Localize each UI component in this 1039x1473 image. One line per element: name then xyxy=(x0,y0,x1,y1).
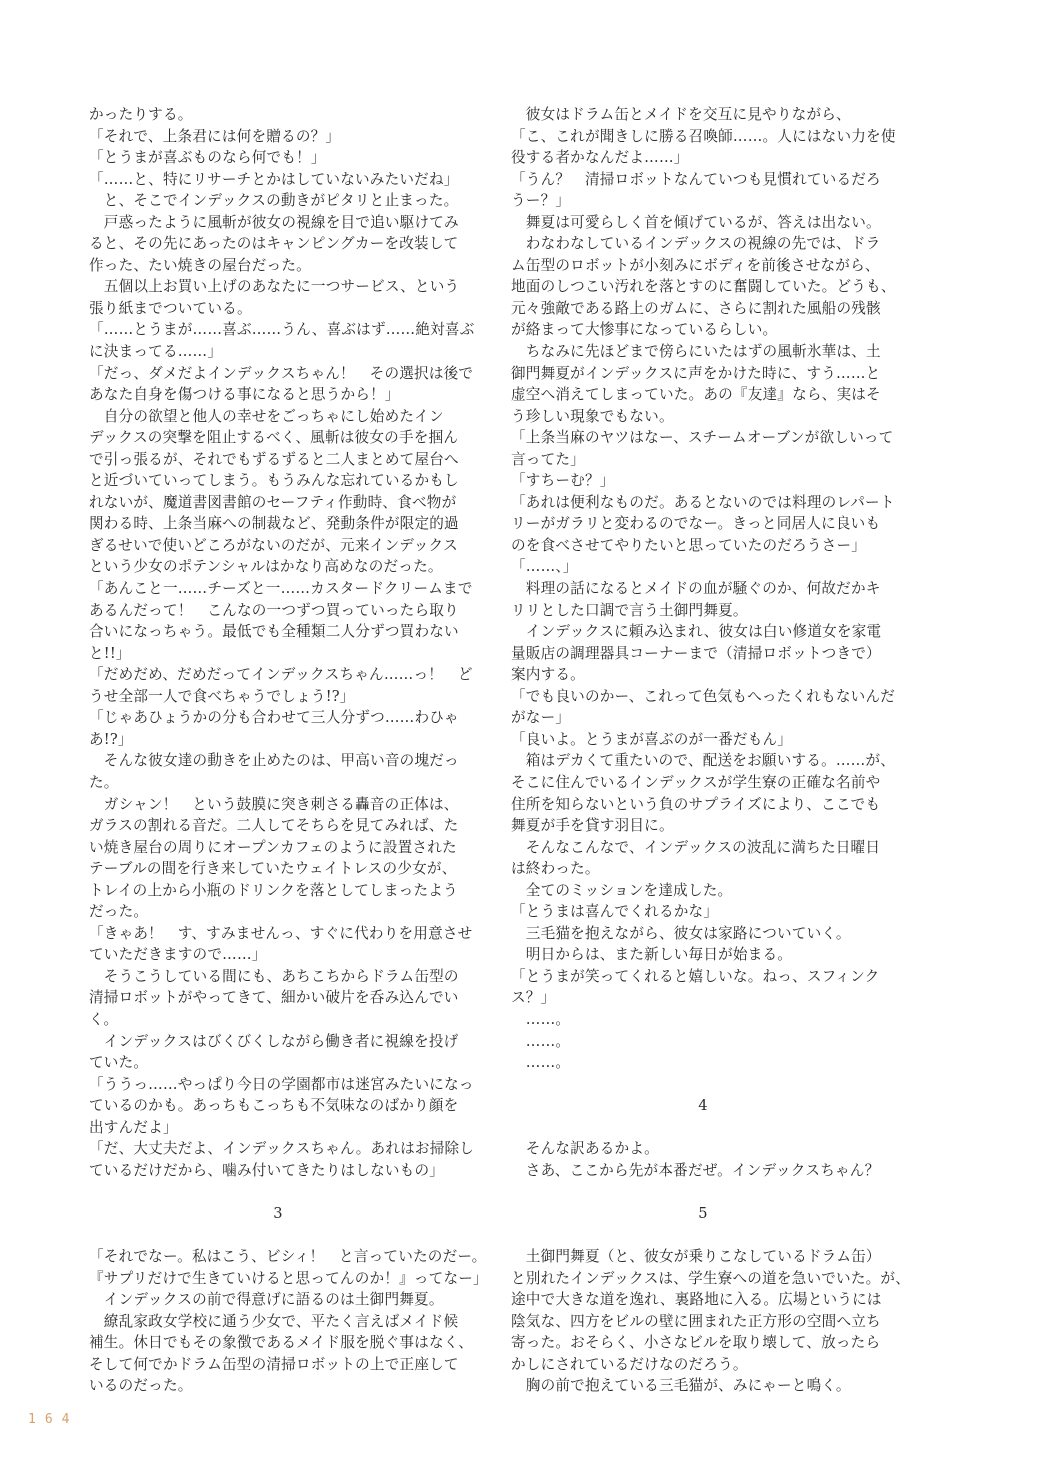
text-line: 「とうまが喜ぶものなら何でも！」 xyxy=(89,149,326,167)
text-line: のを食べさせてやりたいと思っていたのだろうさー」 xyxy=(511,536,867,554)
text-line: かしにされているだけなのだろう。 xyxy=(511,1355,748,1373)
text-line: 「だ、大丈夫だよ、インデックスちゃん。あれはお掃除し xyxy=(89,1140,475,1158)
text-line: そんな彼女達の動きを止めたのは、甲高い音の塊だっ xyxy=(89,752,459,770)
text-line: 全てのミッションを達成した。 xyxy=(511,881,733,899)
text-line: 元々強敵である路上のガムに、さらに割れた風船の残骸 xyxy=(511,299,881,317)
text-line: デックスの突撃を阻止するべく、風斬は彼女の手を掴ん xyxy=(89,429,459,447)
text-line: インデックスの前で得意げに語るのは土御門舞夏。 xyxy=(89,1291,444,1309)
text-line: は終わった。 xyxy=(511,860,600,878)
text-line: 三毛猫を抱えながら、彼女は家路についていく。 xyxy=(511,924,851,942)
text-line: れないが、魔道書図書館のセーフティ作動時、食べ物が xyxy=(89,493,457,511)
text-line: うせ全部一人で食べちゃうでしょう!?」 xyxy=(89,687,355,705)
text-line: 「あれは便利なものだ。あるとないのでは料理のレパート xyxy=(511,493,895,511)
text-line: 「だっ、ダメだよインデックスちゃん！ その選択は後で xyxy=(89,364,474,382)
text-line: 「とうまが笑ってくれると嬉しいな。ねっ、スフィンク xyxy=(511,967,880,985)
text-line: 舞夏は可愛らしく首を傾げているが、答えは出ない。 xyxy=(511,213,881,231)
text-line: 合いになっちゃう。最低でも全種類二人分ずつ買わない xyxy=(89,623,459,641)
text-line: ていた。 xyxy=(89,1054,149,1072)
text-line: だった。 xyxy=(89,903,149,921)
text-line: 量販店の調理器具コーナーまで（清掃ロボットつきで） xyxy=(511,644,881,662)
text-line: 五個以上お買い上げのあなたに一つサービス、という xyxy=(89,278,460,296)
text-line: い焼き屋台の周りにオープンカフェのように設置された xyxy=(89,838,457,856)
blank-line xyxy=(511,1117,895,1139)
blank-line xyxy=(511,1074,895,1096)
text-line: いるのだった。 xyxy=(89,1377,193,1395)
text-line: 「あんこと一……チーズと一……カスタードクリームまで xyxy=(89,580,473,598)
text-line: ると、その先にあったのはキャンピングカーを改装して xyxy=(89,235,459,253)
text-line: 言ってた」 xyxy=(511,450,585,468)
text-line: 「だめだめ、だめだってインデックスちゃん……っ！ ど xyxy=(89,666,473,684)
text-line: が絡まって大惨事になっているらしい。 xyxy=(511,321,778,339)
text-line: さあ、ここから先が本番だぜ。インデックスちゃん？ xyxy=(511,1161,880,1179)
text-line: 途中で大きな道を逸れ、裏路地に入る。広場というには xyxy=(511,1291,882,1309)
blank-line xyxy=(511,1181,895,1203)
section-number: 5 xyxy=(698,1204,708,1222)
text-line: 土御門舞夏（と、彼女が乗りこなしているドラム缶） xyxy=(511,1247,881,1265)
text-line: 役する者かなんだよ……」 xyxy=(511,149,689,167)
text-line: 「でも良いのかー、これって色気もへったくれもないんだ xyxy=(511,687,896,705)
text-line: 「うん？ 清掃ロボットなんていつも見慣れているだろ xyxy=(511,170,881,188)
text-line: かったりする。 xyxy=(89,106,193,123)
text-line: と近づいていってしまう。もうみんな忘れているかもし xyxy=(89,472,459,490)
text-line: と!!」 xyxy=(89,644,131,662)
blank-line xyxy=(511,1224,895,1246)
text-line: 繚乱家政女学校に通う少女で、平たく言えばメイド候 xyxy=(89,1312,459,1330)
text-line: リーがガラリと変わるのでなー。きっと同居人に良いも xyxy=(511,515,881,533)
text-line: そんな訳あるかよ。 xyxy=(511,1140,659,1158)
text-line: 「きゃあ！ す、すみませんっ、すぐに代わりを用意させ xyxy=(89,924,473,942)
text-line: 『サプリだけで生きていけると思ってんのか！』ってなー」 xyxy=(89,1269,488,1287)
text-line: 補生。休日でもその象徴であるメイド服を脱ぐ事はなく、 xyxy=(89,1334,474,1352)
text-line: ……。 xyxy=(511,1010,571,1028)
text-line: 「……、」 xyxy=(511,558,578,576)
text-line: 料理の話になるとメイドの血が騒ぐのか、何故だかキ xyxy=(511,580,881,598)
text-line: 「ううっ……やっぱり今日の学園都市は迷宮みたいになっ xyxy=(89,1075,474,1093)
text-line: ス？」 xyxy=(511,989,556,1007)
page-number: 164 xyxy=(28,1412,79,1427)
text-line: インデックスはびくびくしながら働き者に視線を投げ xyxy=(89,1032,459,1050)
text-line: ていただきますので……」 xyxy=(89,946,267,964)
text-line: 出すんだよ」 xyxy=(89,1118,178,1136)
text-line: 「それでなー。私はこう、ビシィ！ と言っていたのだー。 xyxy=(89,1247,487,1265)
text-line: 「良いよ。とうまが喜ぶのが一番だもん」 xyxy=(511,730,793,748)
text-line: 虚空へ消えてしまっていた。あの『友達』なら、実はそ xyxy=(511,386,881,404)
text-line: という少女のポテンシャルはかなり高めなのだった。 xyxy=(89,558,443,576)
text-line: 箱はデカくて重たいので、配送をお願いする。……が、 xyxy=(511,752,896,770)
text-line: インデックスに頼み込まれ、彼女は白い修道女を家電 xyxy=(511,623,882,641)
text-line: 寄った。おそらく、小さなビルを取り壊して、放ったら xyxy=(511,1334,881,1352)
text-line: ガラスの割れる音だ。二人してそちらを見てみれば、た xyxy=(89,817,459,835)
text-line: トレイの上から小瓶のドリンクを落としてしまったよう xyxy=(89,881,458,899)
text-line: あなた自身を傷つける事になると思うから！」 xyxy=(89,386,400,404)
text-line: に決まってる……」 xyxy=(89,343,223,361)
text-line: そうこうしている間にも、あちこちからドラム缶型の xyxy=(89,967,459,985)
text-line: リリとした口調で言う土御門舞夏。 xyxy=(511,601,748,619)
text-line: うー？」 xyxy=(511,192,571,210)
text-line: と、そこでインデックスの動きがピタリと止まった。 xyxy=(89,192,459,210)
text-line: ……。 xyxy=(511,1054,571,1072)
text-line: 「……と、特にリサーチとかはしていないみたいだね」 xyxy=(89,170,459,188)
text-line: 「上条当麻のヤツはなー、スチームオーブンが欲しいって xyxy=(511,429,894,447)
text-line: う珍しい現象でもない。 xyxy=(511,407,674,425)
blank-line xyxy=(89,1181,467,1203)
text-line: 舞夏が手を貸す羽目に。 xyxy=(511,817,674,835)
text-line: 明日からは、また新しい毎日が始まる。 xyxy=(511,946,793,964)
text-line: 関わる時、上条当麻への制裁など、発動条件が限定的過 xyxy=(89,515,459,533)
text-line: 案内する。 xyxy=(511,666,585,684)
blank-line xyxy=(89,1224,467,1246)
text-line: テーブルの間を行き来していたウェイトレスの少女が、 xyxy=(89,860,457,878)
text-line: 「とうまは喜んでくれるかな」 xyxy=(511,903,719,921)
text-line: 張り紙までついている。 xyxy=(89,299,252,317)
right-text-column xyxy=(511,104,910,1397)
text-line: そこに住んでいるインデックスが学生寮の正確な名前や xyxy=(511,773,881,791)
text-line: 「じゃあひょうかの分も合わせて三人分ずつ……わひゃ xyxy=(89,709,459,727)
text-line: 「こ、これが聞きしに勝る召喚師……。人にはない力を使 xyxy=(511,127,896,145)
text-line: ……。 xyxy=(511,1032,571,1050)
section-number: 3 xyxy=(273,1204,283,1222)
text-line: 住所を知らないという負のサプライズにより、ここでも xyxy=(511,795,881,813)
text-line: 「……とうまが……喜ぶ……うん、喜ぶはず……絶対喜ぶ xyxy=(89,321,475,339)
text-line: 御門舞夏がインデックスに声をかけた時に、すう……と xyxy=(511,364,881,382)
text-line: そんなこんなで、インデックスの波乱に満ちた日曜日 xyxy=(511,838,881,856)
text-line: 陰気な、四方をビルの壁に囲まれた正方形の空間へ立ち xyxy=(511,1312,881,1330)
section-number: 4 xyxy=(698,1097,708,1115)
text-line: ているのかも。あっちもこっちも不気味なのばかり顔を xyxy=(89,1097,459,1115)
left-text-column xyxy=(89,104,488,1397)
text-line: と別れたインデックスは、学生寮への道を急いでいた。が、 xyxy=(511,1269,910,1287)
text-line: で引っ張るが、それでもずるずると二人まとめて屋台へ xyxy=(89,450,459,468)
text-line: た。 xyxy=(89,773,119,791)
text-line: ちなみに先ほどまで傍らにいたはずの風斬氷華は、土 xyxy=(511,343,881,361)
text-line: 自分の欲望と他人の幸せをごっちゃにし始めたイン xyxy=(89,407,444,425)
text-line: あるんだって！ こんなの一つずつ買っていったら取り xyxy=(89,601,459,619)
text-line: 戸惑ったように風斬が彼女の視線を目で追い駆けてみ xyxy=(89,213,459,231)
text-line: ているだけだから、噛み付いてきたりはしないもの」 xyxy=(89,1161,445,1179)
text-line: ガシャン！ という鼓膜に突き刺さる轟音の正体は、 xyxy=(89,795,459,813)
text-line: あ!?」 xyxy=(89,730,133,748)
text-line: そして何でかドラム缶型の清掃ロボットの上で正座して xyxy=(89,1355,459,1373)
text-line: く。 xyxy=(89,1010,119,1028)
text-line: 胸の前で抱えている三毛猫が、みにゃーと鳴く。 xyxy=(511,1377,851,1395)
text-line: ム缶型のロボットが小刻みにボディを前後させながら、 xyxy=(511,256,880,274)
text-line: 清掃ロボットがやってきて、細かい破片を呑み込んでい xyxy=(89,989,459,1007)
text-line: 作った、たい焼きの屋台だった。 xyxy=(89,256,311,274)
text-line: 「すちーむ？」 xyxy=(511,472,615,490)
text-line: 彼女はドラム缶とメイドを交互に見やりながら、 xyxy=(511,106,851,123)
text-line: がなー」 xyxy=(511,709,571,727)
text-line: 「それで、上条君には何を贈るの？」 xyxy=(89,127,341,145)
text-line: わなわなしているインデックスの視線の先では、ドラ xyxy=(511,235,881,253)
text-line: ぎるせいで使いどころがないのだが、元来インデックス xyxy=(89,536,458,554)
text-line: 地面のしつこい汚れを落とすのに奮闘していた。どうも、 xyxy=(511,278,896,296)
